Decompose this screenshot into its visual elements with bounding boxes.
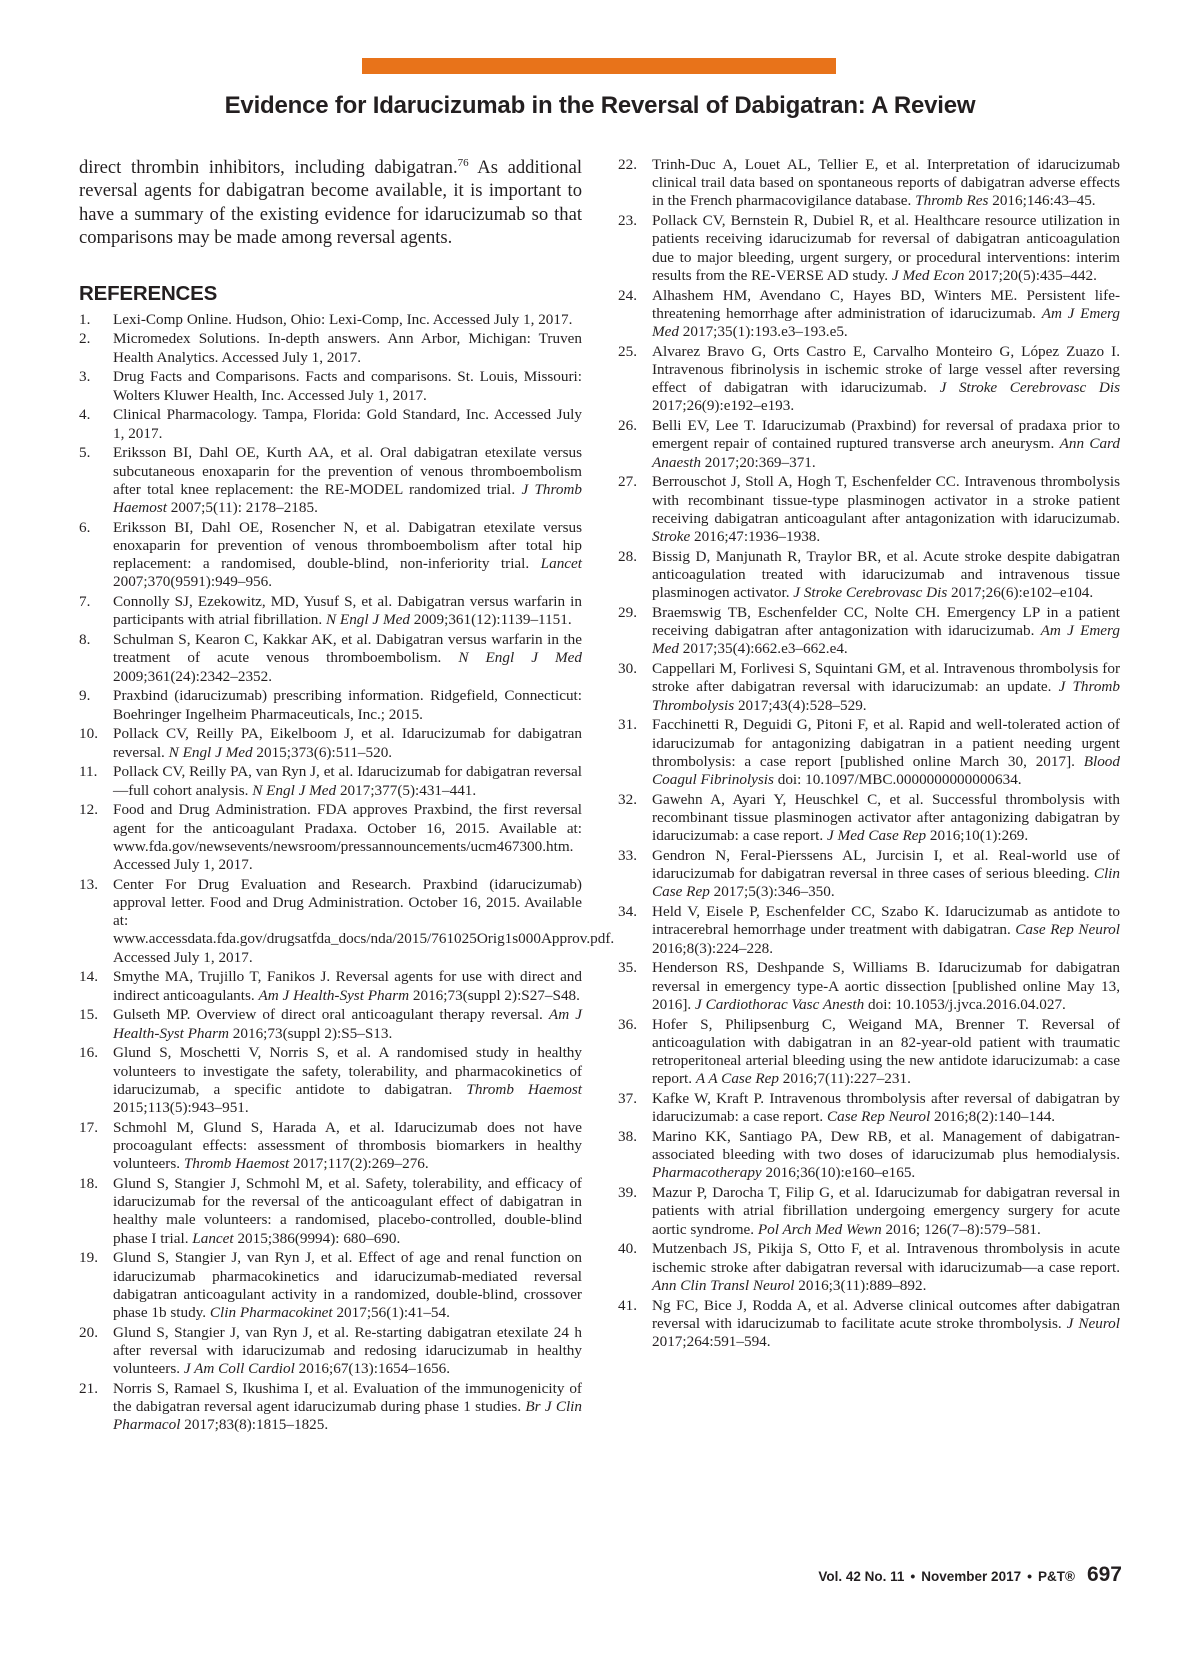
reference-citation: 2017;117(2):269–276.	[289, 1155, 429, 1173]
reference-citation: 2017;43(4):528–529.	[734, 696, 867, 714]
reference-text: Connolly SJ, Ezekowitz, MD, Yusuf S, et al. Dabigatran versus warfarin in participants with atrial fibrillation.	[113, 593, 582, 629]
reference-citation: 2007;5(11): 2178–2185.	[167, 499, 318, 517]
reference-citation: 2016;3(11):889–892.	[794, 1276, 927, 1294]
reference-item	[79, 1324, 582, 1379]
reference-text: Mutzenbach JS, Pikija S, Otto F, et al. Intravenous thrombolysis in acute ischemic stroke after dabigatran reversal with idarucizumab—a case report.	[652, 1240, 1120, 1276]
reference-text: Praxbind (idarucizumab) prescribing information. Ridgefield, Connecticut: Boehringer Ingelheim Pharmaceuticals, Inc.; 2015.	[113, 687, 582, 723]
reference-number: 28.	[618, 547, 637, 565]
reference-text: Drug Facts and Comparisons. Facts and comparisons. St. Louis, Missouri: Wolters Kluwer Health, Inc. Accessed July 1, 2017.	[113, 368, 582, 404]
reference-item	[618, 847, 1120, 902]
references-list-right	[618, 156, 1120, 1351]
reference-number: 36.	[618, 1015, 637, 1033]
footer-separator: •	[910, 1568, 916, 1584]
reference-text: Food and Drug Administration. FDA approves Praxbind, the first reversal agent for the anticoagulant Pradaxa. October 16, 2015. Available at: www.fda.gov/newsevents/newsroom/pressannouncements/ucm467300.htm. Accessed July 1, 2017.	[113, 801, 582, 874]
reference-text: Glund S, Moschetti V, Norris S, et al. A randomised study in healthy volunteers to investigate the safety, tolerability, and pharmacokinetics of idarucizumab, a specific antidote to dabigatran.	[113, 1044, 582, 1098]
reference-journal: J Stroke Cerebrovasc Dis	[793, 584, 948, 602]
reference-text: Pollack CV, Bernstein R, Dubiel R, et al. Healthcare resource utilization in patients receiving idarucizumab for reversal of dabigatran anticoagulation due to major bleeding, urgent surgery, or procedural interventions: interim results from the RE-VERSE AD study.	[652, 212, 1120, 284]
reference-text: Schulman S, Kearon C, Kakkar AK, et al. Dabigatran versus warfarin in the treatment of acute venous thromboembolism.	[113, 631, 582, 667]
reference-number: 26.	[618, 417, 637, 435]
reference-citation: 2016; 126(7–8):579–581.	[881, 1220, 1041, 1238]
reference-journal: Ann Card Anaesth	[652, 435, 1120, 471]
reference-item	[618, 548, 1120, 603]
reference-item	[618, 343, 1120, 416]
reference-item	[79, 330, 582, 366]
reference-item	[79, 1044, 582, 1117]
reference-item	[79, 968, 582, 1004]
reference-number: 30.	[618, 660, 637, 678]
reference-journal: J Cardiothorac Vasc Anesth	[695, 995, 865, 1013]
reference-citation: 2016;8(2):140–144.	[930, 1108, 1056, 1126]
reference-citation: 2009;361(12):1139–1151.	[409, 611, 572, 629]
reference-number: 41.	[618, 1296, 637, 1314]
reference-journal: A A Case Rep	[695, 1070, 779, 1088]
reference-journal: Thromb Res	[915, 192, 989, 210]
reference-text: Henderson RS, Deshpande S, Williams B. Idarucizumab for dabigatran reversal in emergency type-A aortic dissection [published online May 13, 2016].	[652, 959, 1120, 1013]
reference-number: 1.	[79, 310, 91, 328]
reference-number: 16.	[79, 1044, 98, 1062]
reference-number: 40.	[618, 1240, 637, 1258]
reference-text: Alhashem HM, Avendano C, Hayes BD, Winters ME. Persistent life-threatening hemorrhage after administration of idarucizumab.	[652, 286, 1120, 322]
reference-citation: 2015;373(6):511–520.	[252, 743, 393, 761]
reference-number: 12.	[79, 801, 98, 819]
reference-text: Eriksson BI, Dahl OE, Rosencher N, et al. Dabigatran etexilate versus enoxaparin for prevention of venous thromboembolism after total hip replacement: a randomised, double-blind, non-inferiority trial.	[113, 518, 582, 573]
reference-number: 22.	[618, 156, 637, 173]
references-list-left	[79, 310, 615, 1435]
reference-item	[618, 473, 1120, 546]
reference-journal: N Engl J Med	[252, 781, 337, 799]
reference-item	[618, 1016, 1120, 1089]
reference-journal: N Engl J Med	[326, 611, 410, 629]
reference-text: Lexi-Comp Online. Hudson, Ohio: Lexi-Comp, Inc. Accessed July 1, 2017.	[113, 310, 573, 328]
reference-item	[79, 406, 582, 442]
reference-text: Bissig D, Manjunath R, Traylor BR, et al. Acute stroke despite dabigatran anticoagulation treated with idarucizumab and intravenous tissue plasminogen activator.	[652, 547, 1120, 602]
reference-citation: 2016;7(11):227–231.	[778, 1070, 911, 1088]
citation-superscript: 76	[457, 156, 469, 169]
reference-journal: J Am Coll Cardiol	[183, 1360, 295, 1378]
page-number: 697	[1086, 1563, 1122, 1586]
footer-journal: P&T®	[1038, 1569, 1075, 1584]
reference-journal: Stroke	[652, 528, 691, 546]
reference-journal: Clin Pharmacokinet	[209, 1304, 333, 1322]
reference-journal: Thromb Haemost	[183, 1155, 290, 1173]
reference-journal: Lancet	[192, 1229, 234, 1247]
reference-citation: 2017;35(4):662.e3–662.e4.	[679, 640, 848, 658]
reference-citation: doi: 10.1053/j.jvca.2016.04.027.	[864, 995, 1066, 1013]
reference-citation: 2016;67(13):1654–1656.	[294, 1360, 451, 1378]
reference-journal: Thromb Haemost	[466, 1080, 582, 1098]
reference-text: Glund S, Stangier J, van Ryn J, et al. Effect of age and renal function on idarucizumab pharmacokinetics and idarucizumab-mediated reversal dabigatran anticoagulant activity in a randomized, double-blind, crossover phase 1b study.	[113, 1249, 582, 1322]
reference-journal: Lancet	[540, 555, 582, 573]
reference-item	[79, 1175, 582, 1248]
reference-journal: Pharmacotherapy	[652, 1164, 762, 1182]
reference-journal: Br J Clin Pharmacol	[113, 1398, 582, 1434]
reference-item	[618, 959, 1120, 1014]
reference-number: 21.	[79, 1380, 98, 1398]
reference-citation: 2017;377(5):431–441.	[336, 781, 477, 799]
reference-text: Trinh-Duc A, Louet AL, Tellier E, et al. Interpretation of idarucizumab clinical trail data based on spontaneous reports of dabigatran adverse effects in the French pharmacovigilance database.	[652, 156, 1120, 210]
reference-number: 2.	[79, 330, 91, 348]
reference-citation: 2017;20(5):435–442.	[964, 266, 1097, 284]
footer-volume: Vol. 42 No. 11	[818, 1569, 905, 1584]
reference-number: 3.	[79, 368, 91, 386]
reference-text: Braemswig TB, Eschenfelder CC, Nolte CH. Emergency LP in a patient receiving dabigatran after antagonization with idarucizumab.	[652, 604, 1120, 640]
reference-citation: doi: 10.1097/MBC.0000000000000634.	[773, 771, 1022, 789]
reference-citation: 2016;8(3):224–228.	[652, 939, 774, 957]
reference-number: 20.	[79, 1323, 98, 1341]
reference-text: Berrouschot J, Stoll A, Hogh T, Eschenfelder CC. Intravenous thrombolysis with recombinant tissue-type plasminogen activator in a stroke patient receiving dabigatran anticoagulant after antagonization with idarucizumab.	[652, 473, 1120, 527]
reference-journal: Blood Coagul Fibrinolysis	[652, 752, 1120, 789]
footer-separator-2: •	[1027, 1568, 1032, 1584]
reference-number: 27.	[618, 473, 637, 491]
reference-citation: 2017;83(8):1815–1825.	[180, 1416, 329, 1434]
reference-citation: 2016;47:1936–1938.	[690, 528, 821, 546]
reference-text: Hofer S, Philipsenburg C, Weigand MA, Brenner T. Reversal of anticoagulation with dabigatran in an 82-year-old patient with traumatic retroperitoneal arterial bleeding using the new antidote idarucizumab: a case report.	[652, 1015, 1120, 1088]
reference-text: Micromedex Solutions. In-depth answers. Ann Arbor, Michigan: Truven Health Analytics. Accessed July 1, 2017.	[113, 330, 582, 366]
reference-number: 25.	[618, 342, 637, 360]
reference-number: 29.	[618, 604, 637, 622]
reference-journal: N Engl J Med	[168, 743, 253, 761]
reference-journal: J Thromb Thrombolysis	[652, 678, 1120, 714]
reference-text: Pollack CV, Reilly PA, Eikelboom J, et al. Idarucizumab for dabigatran reversal.	[113, 725, 582, 761]
reference-text: Gendron N, Feral-Pierssens AL, Jurcisin I, et al. Real-world use of idarucizumab for dabigatran reversal in three cases of serious bleeding.	[652, 847, 1120, 883]
left-column	[79, 156, 615, 1436]
reference-text: Center For Drug Evaluation and Research. Praxbind (idarucizumab) approval letter. Food and Drug Administration. October 16, 2015. Available at: www.accessdata.fda.gov/drugsatfda_docs/nda/2015/761025Orig1s000Approv.pdf. Accessed July 1, 2017.	[113, 875, 615, 966]
reference-citation: 2017;26(6):e102–e104.	[947, 584, 1094, 602]
reference-journal: Am J Health-Syst Pharm	[113, 1006, 582, 1042]
reference-item	[79, 1119, 582, 1174]
reference-journal: Am J Emerg Med	[652, 304, 1120, 341]
reference-number: 37.	[618, 1090, 637, 1108]
reference-text: Belli EV, Lee T. Idarucizumab (Praxbind) for reversal of pradaxa prior to emergent repair of contained ruptured transverse arch aneurysm.	[652, 417, 1120, 453]
reference-number: 32.	[618, 790, 637, 808]
reference-number: 14.	[79, 968, 98, 986]
reference-number: 31.	[618, 716, 637, 734]
reference-journal: Clin Case Rep	[652, 865, 1120, 901]
reference-journal: Case Rep Neurol	[827, 1108, 931, 1126]
reference-item	[618, 1184, 1120, 1239]
reference-item	[79, 875, 615, 967]
reference-text: Pollack CV, Reilly PA, van Ryn J, et al. Idarucizumab for dabigatran reversal—full cohort analysis.	[113, 763, 582, 799]
reference-journal: Ann Clin Transl Neurol	[652, 1276, 795, 1294]
reference-text: Held V, Eisele P, Eschenfelder CC, Szabo K. Idarucizumab as antidote to intracerebral hemorrhage under treatment with dabigatran.	[652, 903, 1120, 939]
reference-number: 24.	[618, 286, 637, 304]
reference-number: 18.	[79, 1175, 98, 1193]
intro-paragraph	[79, 156, 582, 250]
reference-journal: N Engl J Med	[458, 649, 582, 667]
reference-item	[79, 1006, 582, 1042]
intro-text-after: As additional reversal agents for dabigatran become available, it is important to have a summary of the existing evidence for idarucizumab so that comparisons may be made among reversal agents.	[79, 157, 582, 249]
reference-citation: 2017;35(1):193.e3–193.e5.	[679, 323, 848, 341]
reference-citation: 2017;264:591–594.	[652, 1333, 771, 1351]
reference-citation: 2016;36(10):e160–e165.	[761, 1164, 916, 1182]
reference-text: Eriksson BI, Dahl OE, Kurth AA, et al. Oral dabigatran etexilate versus subcutaneous enoxaparin for the prevention of venous thromboembolism after total knee replacement: the RE-MODEL randomized trial.	[113, 444, 582, 498]
reference-item	[618, 1240, 1120, 1295]
reference-item	[618, 903, 1120, 958]
reference-item	[79, 593, 582, 629]
running-title: Evidence for Idarucizumab in the Reversal of Dabigatran: A Review	[224, 92, 976, 119]
reference-item	[79, 801, 582, 874]
accent-bar	[362, 58, 836, 74]
reference-citation: 2017;20:369–371.	[700, 453, 816, 471]
reference-item	[79, 687, 582, 723]
reference-number: 19.	[79, 1249, 98, 1267]
reference-number: 11.	[79, 763, 98, 781]
reference-item	[618, 212, 1120, 285]
reference-text: Kafke W, Kraft P. Intravenous thrombolysis after reversal of dabigatran by idarucizumab: a case report.	[652, 1090, 1120, 1126]
reference-journal: J Med Case Rep	[827, 827, 927, 845]
reference-item	[618, 1128, 1120, 1183]
reference-number: 4.	[79, 406, 91, 424]
reference-citation: 2016;73(suppl 2):S5–S13.	[229, 1024, 393, 1042]
right-column	[618, 156, 1120, 1353]
reference-item	[79, 444, 582, 517]
reference-item	[618, 791, 1120, 846]
reference-text: Gulseth MP. Overview of direct oral anticoagulant therapy reversal.	[113, 1006, 549, 1024]
reference-text: Schmohl M, Glund S, Harada A, et al. Idarucizumab does not have procoagulant effects: assessment of thrombosis biomarkers in healthy volunteers.	[113, 1118, 582, 1173]
reference-number: 23.	[618, 212, 637, 230]
reference-number: 8.	[79, 631, 91, 649]
reference-text: Norris S, Ramael S, Ikushima I, et al. Evaluation of the immunogenicity of the dabigatran reversal agent idarucizumab during phase 1 studies.	[113, 1380, 582, 1416]
reference-text: Ng FC, Bice J, Rodda A, et al. Adverse clinical outcomes after dabigatran reversal with idarucizumab to facilitate acute stroke thrombolysis.	[652, 1296, 1120, 1332]
reference-number: 5.	[79, 444, 91, 462]
reference-number: 13.	[79, 875, 98, 893]
reference-number: 38.	[618, 1128, 637, 1146]
reference-text: Clinical Pharmacology. Tampa, Florida: Gold Standard, Inc. Accessed July 1, 2017.	[113, 406, 582, 442]
reference-number: 39.	[618, 1184, 637, 1202]
reference-journal: J Med Econ	[891, 266, 965, 284]
reference-text: Smythe MA, Trujillo T, Fanikos J. Reversal agents for use with direct and indirect anticoagulants.	[113, 968, 582, 1004]
reference-item	[79, 1380, 582, 1435]
references-heading: REFERENCES	[79, 281, 218, 305]
reference-item	[79, 725, 582, 761]
reference-citation: 2015;113(5):943–951.	[113, 1099, 249, 1117]
reference-text: Glund S, Stangier J, van Ryn J, et al. Re-starting dabigatran etexilate 24 h after reversal with idarucizumab and redosing idarucizumab in healthy volunteers.	[113, 1323, 582, 1378]
reference-citation: 2017;56(1):41–54.	[332, 1304, 450, 1322]
reference-number: 10.	[79, 725, 98, 743]
reference-item	[79, 519, 582, 592]
reference-item	[79, 311, 582, 329]
reference-citation: 2017;26(9):e192–e193.	[652, 397, 795, 415]
reference-citation: 2016;73(suppl 2):S27–S48.	[409, 986, 580, 1004]
reference-journal: Am J Emerg Med	[652, 622, 1120, 658]
reference-text: Mazur P, Darocha T, Filip G, et al. Idarucizumab for dabigatran reversal in patients with atrial fibrillation undergoing emergency surgery for acute aortic syndrome.	[652, 1184, 1120, 1238]
reference-text: Facchinetti R, Deguidi G, Pitoni F, et al. Rapid and well-tolerated action of idarucizumab for antagonizing dabigatran in a patient needing urgent thrombolysis: a case report [published online March 30, 2017].	[652, 716, 1120, 770]
reference-number: 7.	[79, 593, 91, 611]
reference-number: 35.	[618, 959, 637, 977]
reference-number: 6.	[79, 518, 91, 536]
reference-citation: 2017;5(3):346–350.	[709, 883, 835, 901]
reference-number: 17.	[79, 1118, 98, 1136]
page-footer	[818, 1563, 1122, 1587]
reference-journal: J Stroke Cerebrovasc Dis	[939, 379, 1120, 397]
reference-item	[79, 763, 582, 799]
reference-item	[618, 156, 1120, 211]
reference-text: Gawehn A, Ayari Y, Heuschkel C, et al. Successful thrombolysis with recombinant tissue plasminogen activator after antagonizing dabigatran by idarucizumab: a case report.	[652, 790, 1120, 845]
reference-number: 15.	[79, 1006, 98, 1024]
reference-text: Cappellari M, Forlivesi S, Squintani GM, et al. Intravenous thrombolysis for stroke after dabigatran reversal with idarucizumab: an update.	[652, 660, 1120, 696]
reference-text: Glund S, Stangier J, Schmohl M, et al. Safety, tolerability, and efficacy of idarucizumab for the reversal of the anticoagulant effect of dabigatran in healthy male volunteers: a randomised, placebo-controlled, double-blind phase I trial.	[113, 1175, 582, 1247]
reference-item	[618, 716, 1120, 789]
reference-item	[618, 1297, 1120, 1352]
reference-citation: 2009;361(24):2342–2352.	[113, 667, 273, 685]
reference-journal: J Thromb Haemost	[113, 480, 582, 517]
reference-citation: 2015;386(9994): 680–690.	[233, 1229, 401, 1247]
reference-citation: 2016;10(1):269.	[926, 827, 1029, 845]
reference-text: Alvarez Bravo G, Orts Castro E, Carvalho Monteiro G, López Zuazo I. Intravenous fibrinolysis in ischemic stroke of large vessel after reversing effect of dabigatran with idarucizumab.	[652, 342, 1120, 397]
reference-item	[618, 417, 1120, 472]
reference-citation: 2016;146:43–45.	[988, 192, 1096, 210]
reference-item	[79, 368, 582, 404]
reference-item	[618, 660, 1120, 715]
reference-journal: Pol Arch Med Wewn	[757, 1220, 882, 1238]
intro-text-before: direct thrombin inhibitors, including dabigatran.	[79, 157, 458, 178]
reference-number: 33.	[618, 847, 637, 865]
footer-date: November 2017	[921, 1569, 1022, 1584]
reference-number: 9.	[79, 687, 91, 705]
reference-item	[618, 287, 1120, 342]
reference-item	[79, 631, 582, 686]
reference-text: Marino KK, Santiago PA, Dew RB, et al. Management of dabigatran-associated bleeding with two doses of idarucizumab plus hemodialysis.	[652, 1128, 1120, 1164]
reference-number: 34.	[618, 903, 637, 921]
reference-citation: 2007;370(9591):949–956.	[113, 573, 273, 591]
reference-journal: Am J Health-Syst Pharm	[258, 986, 410, 1004]
reference-item	[618, 1090, 1120, 1126]
reference-journal: Case Rep Neurol	[1015, 921, 1120, 939]
reference-journal: J Neurol	[1066, 1314, 1120, 1332]
reference-item	[79, 1249, 582, 1322]
reference-item	[618, 604, 1120, 659]
